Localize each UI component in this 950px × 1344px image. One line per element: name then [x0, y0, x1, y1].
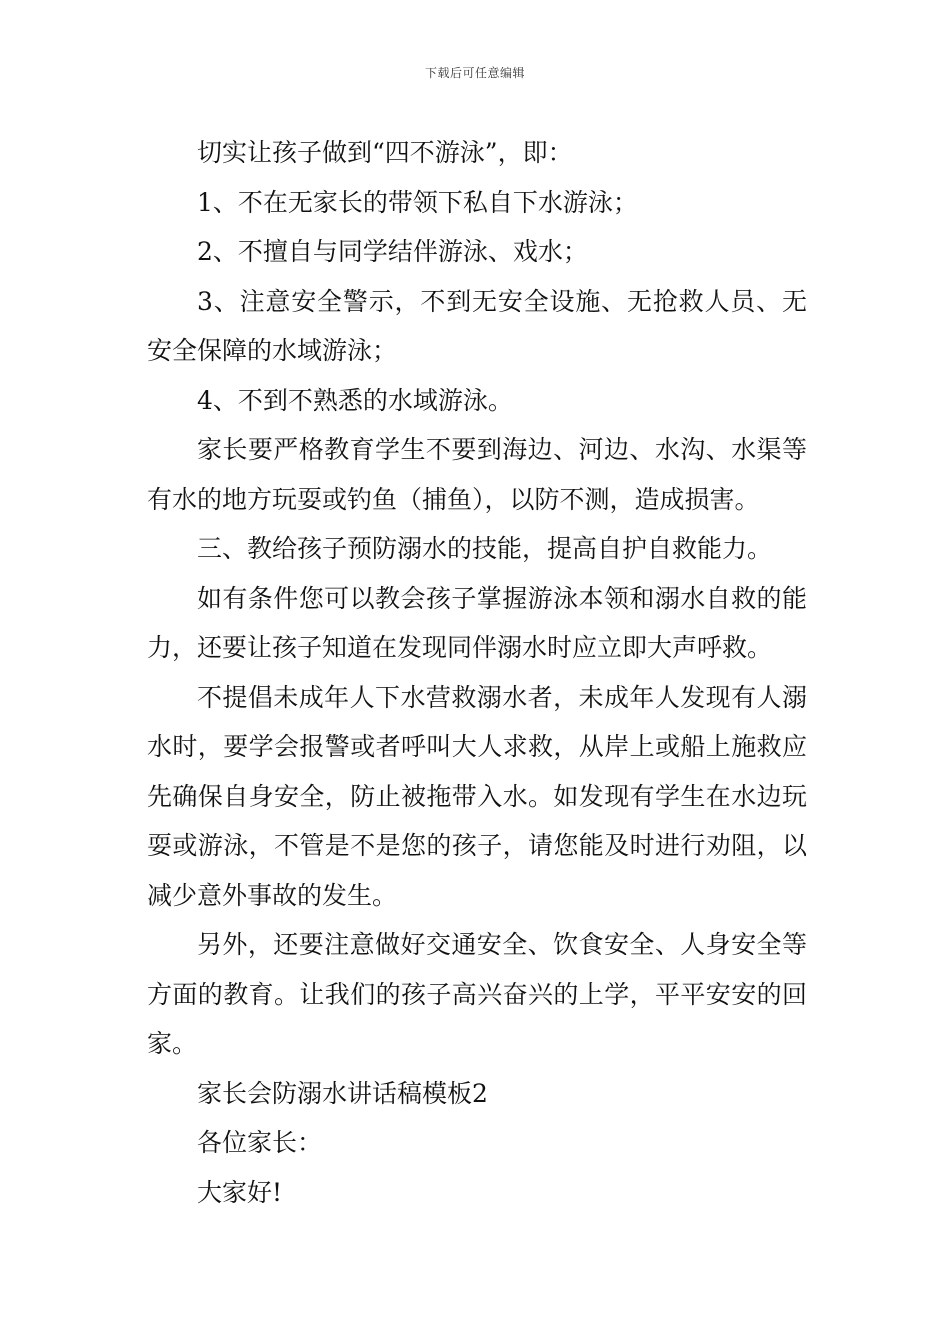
paragraph-swimming-skills: 如有条件您可以教会孩子掌握游泳本领和溺水自救的能力，还要让孩子知道在发现同伴溺水时应立即大声呼救。 — [147, 583, 807, 662]
paragraph-other-safety: 另外，还要注意做好交通安全、饮食安全、人身安全等方面的教育。让我们的孩子高兴奋兴的上学，平平安安的回家。 — [147, 930, 807, 1058]
list-item-2: 2、不擅自与同学结伴游泳、戏水； — [197, 237, 588, 266]
page-header: 下载后可任意编辑 — [424, 66, 525, 80]
salutation: 各位家长： — [197, 1128, 323, 1157]
list-item-4: 4、不到不熟悉的水域游泳。 — [197, 385, 513, 415]
paragraph-rescue-advice: 不提倡未成年人下水营救溺水者，未成年人发现有人溺水时，要学会报警或者呼叫大人求救，从岸上或船上施救应先确保自身安全，防止被拖带入水。如发现有学生在水边玩耍或游泳，不管是不是您的孩子，请您能及时进行劝阻，以减少意外事故的发生。 — [147, 682, 807, 910]
document-body — [147, 128, 807, 1217]
paragraph-four-no-swimming: 切实让孩子做到“四不游泳”，即： — [197, 138, 573, 167]
list-item-3: 3、注意安全警示，不到无安全设施、无抢救人员、无安全保障的水域游泳； — [147, 286, 807, 365]
section-heading-three: 三、教给孩子预防溺水的技能，提高自护自救能力。 — [197, 534, 773, 563]
paragraph-parent-education: 家长要严格教育学生不要到海边、河边、水沟、水渠等有水的地方玩耍或钓鱼（捕鱼），以防不测，造成损害。 — [147, 435, 807, 514]
greeting: 大家好! — [197, 1177, 283, 1207]
template-title-2: 家长会防溺水讲话稿模板2 — [197, 1078, 488, 1108]
list-item-1: 1、不在无家长的带领下私自下水游泳； — [197, 187, 638, 217]
